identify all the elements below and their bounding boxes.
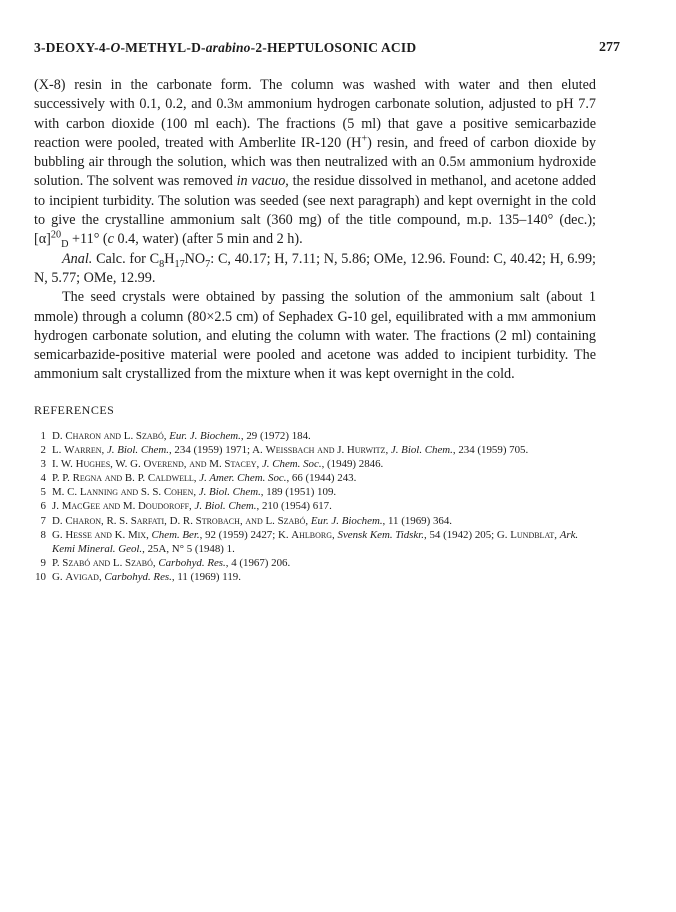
reference-item bbox=[34, 528, 602, 556]
reference-number: 4 bbox=[40, 472, 46, 485]
page-header bbox=[34, 40, 620, 62]
reference-text: L. Warren, J. Biol. Chem., 234 (1959) 1971; A. Weissbach and J. Hurwitz, J. Biol. Chem., 234 (1959) 705. bbox=[52, 444, 529, 457]
paragraph: Anal. Calc. for $C_8H_{17}NO_7$: C, 40.17; H, 7.11; N, 5.86; OMe, 12.96. Found: C, 40.42; H, 6.99; N, 5.77; OMe, 12.99. bbox=[34, 250, 596, 286]
reference-item bbox=[34, 471, 602, 485]
reference-number: 7 bbox=[40, 514, 46, 527]
reference-number: 6 bbox=[40, 500, 46, 513]
reference-number: 3 bbox=[40, 458, 46, 471]
reference-number: 8 bbox=[40, 528, 46, 541]
reference-text: D. Charon, R. S. Sarfati, D. R. Strobach, and L. Szabó, Eur. J. Biochem., 11 (1969) 364. bbox=[52, 514, 453, 527]
reference-item bbox=[34, 556, 602, 570]
running-head: 3-DEOXY-4-O-METHYL-D-arabino-2-HEPTULOSONIC ACID bbox=[34, 40, 417, 55]
paragraph: The seed crystals were obtained by passing the solution of the ammonium salt (about 1 mmole) through a column (80×2.5 cm) of Sephadex G-10 gel, equilibrated with a mm ammonium hydrogen carbonate solution, and eluting the column with water. The fractions (2 ml) containing semicarbazide-positive material were pooled and acetone was added to incipient turbidity. The ammonium salt crystallized from the mixture when it was kept overnight in the cold. bbox=[34, 289, 596, 383]
reference-text: M. C. Lanning and S. S. Cohen, J. Biol. Chem., 189 (1951) 109. bbox=[52, 486, 337, 499]
reference-item bbox=[34, 514, 602, 528]
reference-number: 10 bbox=[35, 570, 46, 583]
reference-item bbox=[34, 443, 602, 457]
reference-item bbox=[34, 570, 602, 584]
reference-number: 5 bbox=[40, 486, 46, 499]
reference-item bbox=[34, 457, 602, 471]
references-heading: REFERENCES bbox=[34, 403, 115, 417]
reference-number: 2 bbox=[40, 444, 46, 457]
reference-text: G. Avigad, Carbohyd. Res., 11 (1969) 119. bbox=[52, 570, 241, 583]
reference-text: G. Hesse and K. Mix, Chem. Ber., 92 (1959) 2427; K. Ahlborg, Svensk Kem. Tidskr., 54 (1942) 205; G. Lundblat, Ark. Kemi Mineral. Geol., 25A, N° 5 (1948) 1. bbox=[52, 528, 579, 555]
reference-item bbox=[34, 485, 602, 499]
reference-text: J. MacGee and M. Doudoroff, J. Biol. Chem., 210 (1954) 617. bbox=[52, 500, 332, 513]
reference-text: D. Charon and L. Szabó, Eur. J. Biochem., 29 (1972) 184. bbox=[52, 430, 311, 442]
references-list bbox=[34, 429, 602, 584]
reference-text: P. Szabó and L. Szabó, Carbohyd. Res., 4 (1967) 206. bbox=[52, 556, 291, 569]
reference-text: P. P. Regna and B. P. Caldwell, J. Amer. Chem. Soc., 66 (1944) 243. bbox=[52, 472, 357, 485]
reference-number: 1 bbox=[40, 430, 46, 442]
body-text bbox=[34, 76, 596, 385]
reference-text: I. W. Hughes, W. G. Overend, and M. Stacey, J. Chem. Soc., (1949) 2846. bbox=[52, 458, 384, 471]
paragraph: (X-8) resin in the carbonate form. The column was washed with water and then eluted successively with 0.1, 0.2, and 0.3m ammonium hydrogen carbonate solution, adjusted to pH 7.7 with carbon dioxide (100 ml each). The fractions (5 ml) that gave a positive semicarbazide reaction were pooled, treated with Amberlite IR-120 (H+) resin, and freed of carbon dioxide by bubbling air through the solution, which was then neutralized with an 0.5m ammonium hydroxide solution. The solvent was removed in vacuo, the residue dissolved in methanol, and acetone added to incipient turbidity. The solution was seeded (see next paragraph) and kept overnight in the cold to give the crystalline ammonium salt (360 mg) of the title compound, m.p. 135–140° (dec.); $[\alpha]^{20}_D +11^\circ$ (c 0.4, water) (after 5 min and 2 h). bbox=[34, 77, 596, 251]
page-number: 277 bbox=[599, 40, 620, 55]
reference-number: 9 bbox=[40, 556, 46, 569]
reference-item bbox=[34, 429, 602, 443]
reference-item bbox=[34, 499, 602, 513]
